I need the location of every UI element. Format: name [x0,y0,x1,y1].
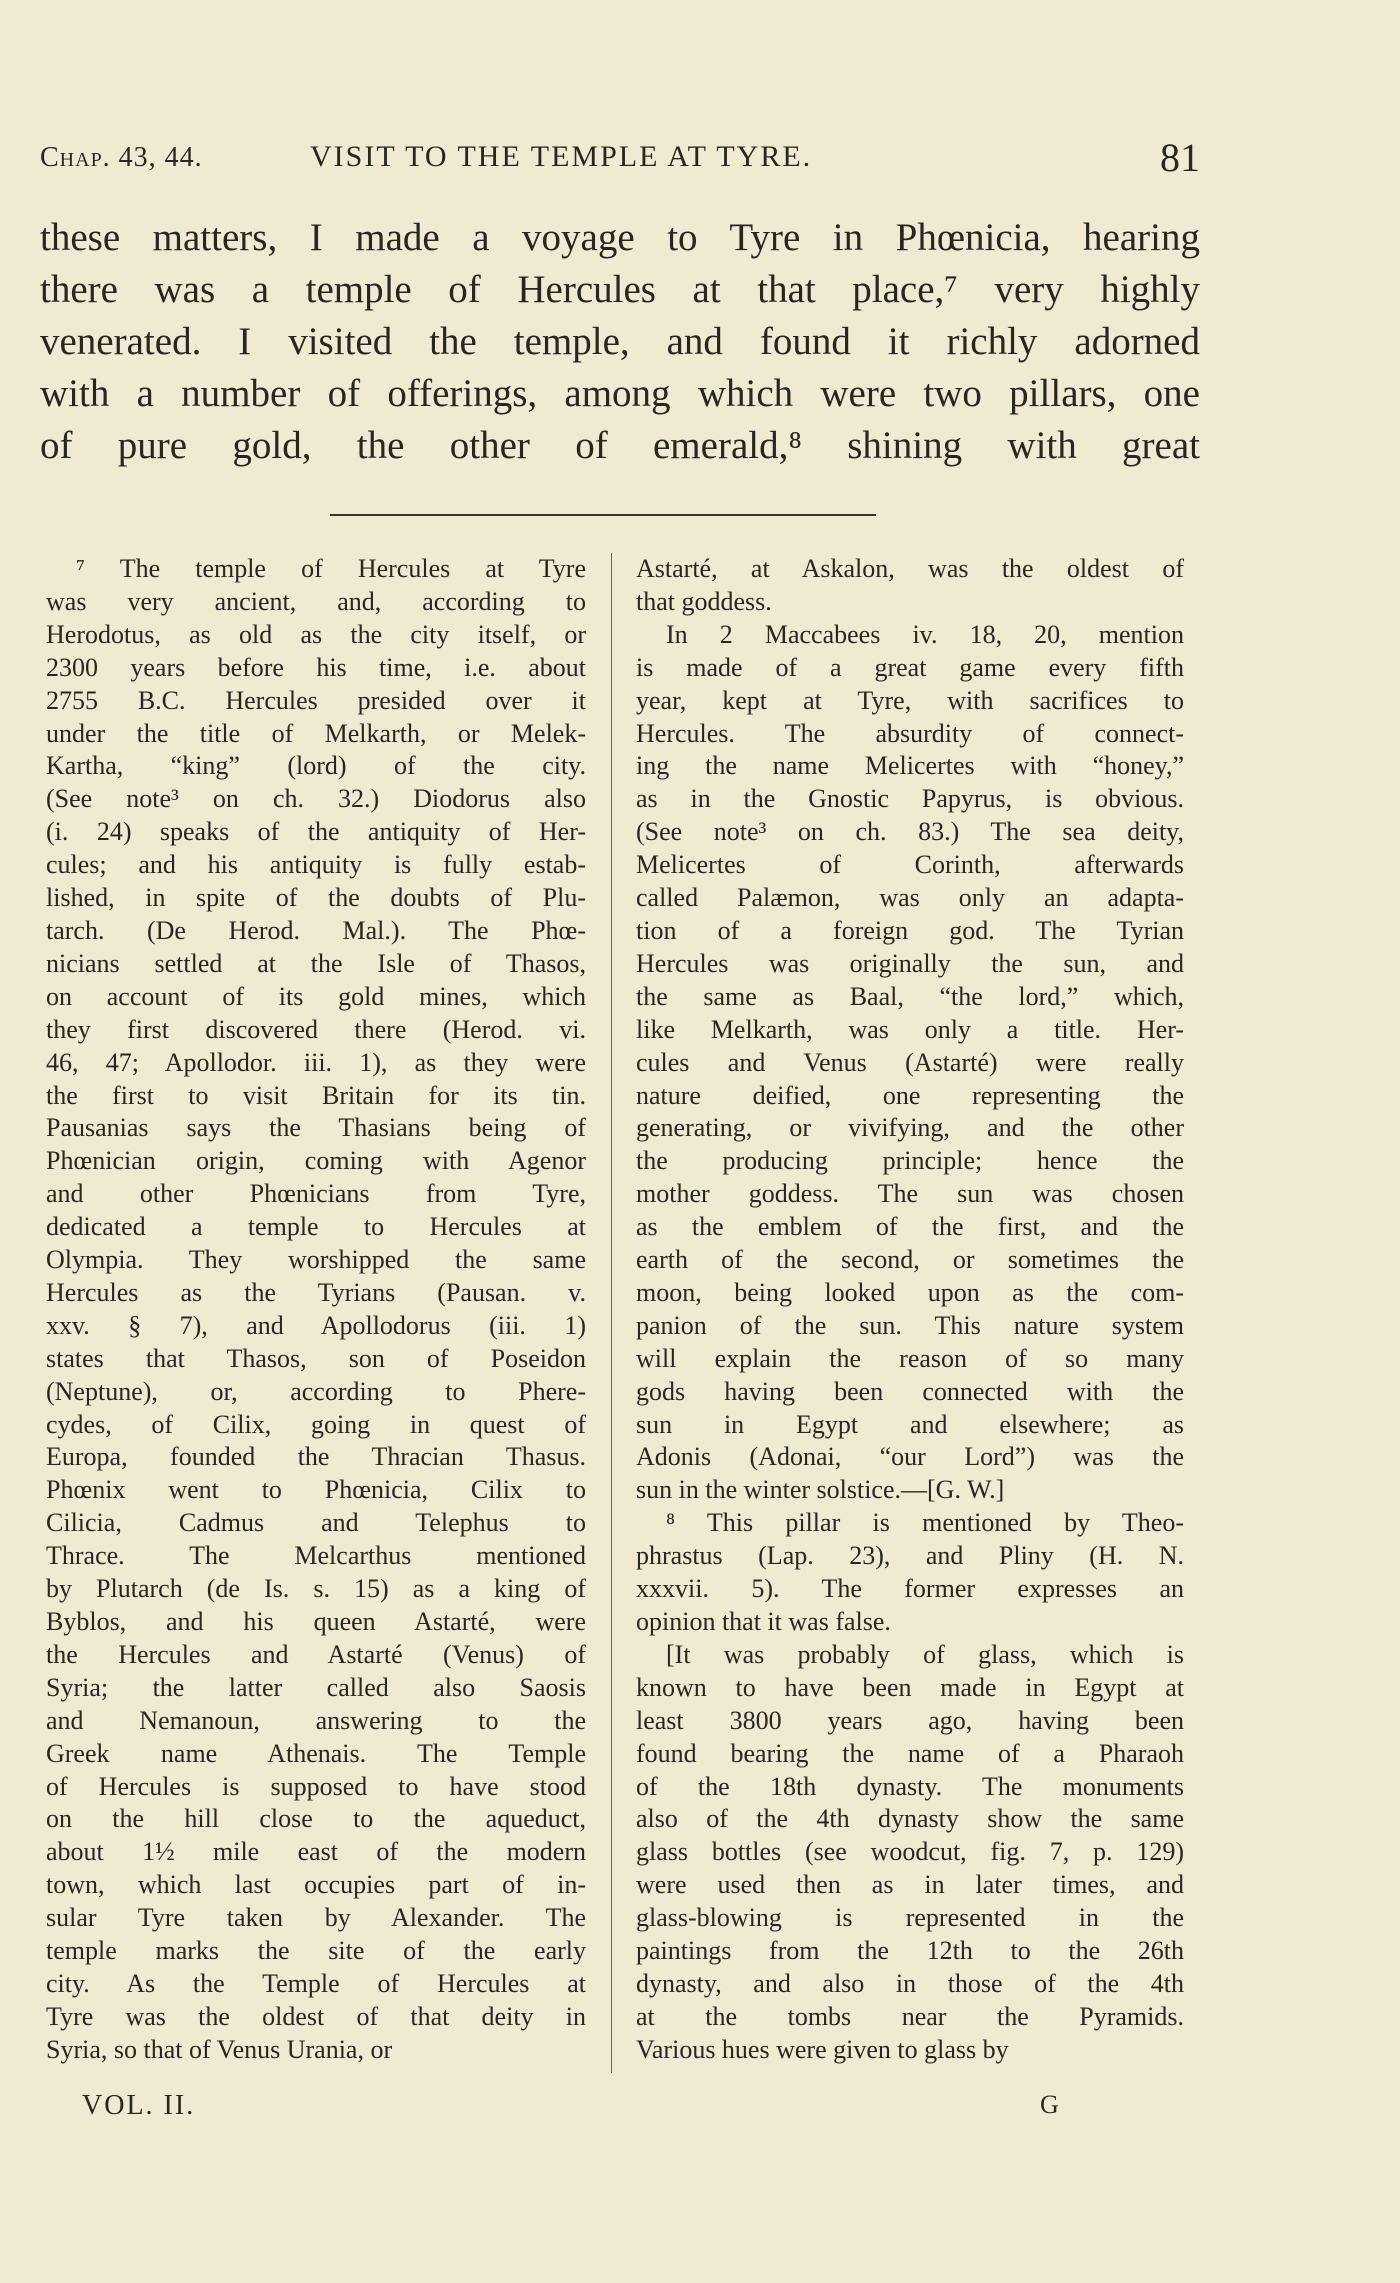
footnote-line: sun in the winter solstice.—[G. W.] [636,1475,1005,1505]
footnote-line: ⁸ This pillar is mentioned by Theo- [666,1508,1184,1538]
footnote-line: nicians settled at the Isle of Thasos, [46,948,586,978]
footnote-line: Cilicia, Cadmus and Telephus to [46,1508,586,1538]
footnote-line: (See note³ on ch. 83.) The sea deity, [636,817,1184,847]
footnote-line: (Neptune), or, according to Phere- [46,1376,586,1406]
running-title: VISIT TO THE TEMPLE AT TYRE. [310,140,813,173]
footnote-line: of Hercules is supposed to have stood [46,1771,586,1801]
main-text-line: there was a temple of Hercules at that place,⁷ very highly [40,268,1200,311]
footnote-line: xxxvii. 5). The former expresses an [636,1574,1184,1604]
footnote-line: was very ancient, and, according to [46,586,586,616]
footnote-line: city. As the Temple of Hercules at [46,1968,586,1998]
footnote-line: the same as Baal, “the lord,” which, [636,981,1184,1011]
footnote-line: also of the 4th dynasty show the same [636,1804,1184,1834]
footnote-line: Adonis (Adonai, “our Lord”) was the [636,1442,1184,1472]
footnote-line: lished, in spite of the doubts of Plu- [46,883,586,913]
footnote-line: Pausanias says the Thasians being of [46,1113,586,1143]
footnote-line: known to have been made in Egypt at [636,1672,1184,1702]
footnote-line: glass bottles (see woodcut, fig. 7, p. 129) [636,1837,1184,1867]
main-text [40,212,1200,472]
main-text-line: of pure gold, the other of emerald,⁸ shining with great [40,424,1200,467]
footnote-line: mother goddess. The sun was chosen [636,1179,1184,1209]
footnote-separator-rule [330,514,876,516]
main-text-line: venerated. I visited the temple, and found it richly adorned [40,320,1200,363]
running-head [40,135,1200,180]
footnote-line: xxv. § 7), and Apollodorus (iii. 1) [46,1310,586,1340]
footnote-line: under the title of Melkarth, or Melek- [46,718,586,748]
footnote-line: ⁷ The temple of Hercules at Tyre [76,554,586,583]
footnote-line: the first to visit Britain for its tin. [46,1080,586,1110]
footnote-line: Byblos, and his queen Astarté, were [46,1607,586,1636]
footnote-line: the producing principle; hence the [636,1146,1184,1176]
footnote-line: were used then as in later times, and [636,1870,1184,1900]
footnote-line: Greek name Athenais. The Temple [46,1738,586,1768]
footnote-line: called Palæmon, was only an adapta- [636,883,1184,913]
footnote-line: the Hercules and Astarté (Venus) of [46,1639,586,1669]
footnote-line: of the 18th dynasty. The monuments [636,1771,1184,1801]
footnote-line: Kartha, “king” (lord) of the city. [46,751,586,781]
footnote-line: cules and Venus (Astarté) were really [636,1047,1184,1077]
footnote-line: ing the name Melicertes with “honey,” [636,751,1184,781]
footnote-line: gods having been connected with the [636,1376,1184,1406]
footnote-line: sular Tyre taken by Alexander. The [46,1903,586,1933]
footnote-line: by Plutarch (de Is. s. 15) as a king of [46,1574,586,1604]
footnote-line: they first discovered there (Herod. vi. [46,1014,586,1044]
footnote-line: moon, being looked upon as the com- [636,1277,1184,1307]
footnote-column-right [636,553,1184,2067]
footnote-line: glass-blowing is represented in the [636,1903,1184,1933]
footnote-line: Hercules was originally the sun, and [636,948,1184,978]
footnote-line: on account of its gold mines, which [46,981,586,1011]
footnote-line: town, which last occupies part of in- [46,1870,586,1900]
footnote-line: tarch. (De Herod. Mal.). The Phœ- [46,915,586,945]
footnote-line: earth of the second, or sometimes the [636,1245,1184,1275]
footnote-line: In 2 Maccabees iv. 18, 20, mention [666,619,1184,649]
footnote-line: Thrace. The Melcarthus mentioned [46,1541,586,1571]
footnote-line: and Nemanoun, answering to the [46,1705,586,1735]
footnote-line: opinion that it was false. [636,1607,891,1636]
footnote-line: cules; and his antiquity is fully estab- [46,850,586,880]
footnote-line: dynasty, and also in those of the 4th [636,1968,1184,1998]
footnote-line: Phœnix went to Phœnicia, Cilix to [46,1475,586,1505]
footnote-line: Olympia. They worshipped the same [46,1245,586,1275]
footnote-line: Melicertes of Corinth, afterwards [636,850,1184,880]
footnote-line: least 3800 years ago, having been [636,1705,1184,1735]
footnote-line: Europa, founded the Thracian Thasus. [46,1442,586,1472]
footnote-line: found bearing the name of a Pharaoh [636,1738,1184,1768]
footnote-line: generating, or vivifying, and the other [636,1113,1184,1143]
footnote-line: dedicated a temple to Hercules at [46,1212,586,1242]
footnote-line: nature deified, one representing the [636,1080,1184,1110]
footnote-line: states that Thasos, son of Poseidon [46,1343,586,1373]
footnote-line: that goddess. [636,586,772,616]
footnote-line: like Melkarth, was only a title. Her- [636,1014,1184,1044]
footnote-line: Various hues were given to glass by [636,2034,1009,2064]
column-divider [611,553,612,2073]
footnote-line: as in the Gnostic Papyrus, is obvious. [636,784,1184,814]
footnote-line: Hercules. The absurdity of connect- [636,718,1184,748]
footnote-line: as the emblem of the first, and the [636,1212,1184,1242]
footnote-line: panion of the sun. This nature system [636,1310,1184,1340]
footnote-line: about 1½ mile east of the modern [46,1837,586,1867]
footnote-line: will explain the reason of so many [636,1343,1184,1373]
footnote-line: Herodotus, as old as the city itself, or [46,619,586,649]
chapter-reference: Chap. 43, 44. [40,142,203,173]
footnote-line: Tyre was the oldest of that deity in [46,2001,586,2031]
footnote-line: 46, 47; Apollodor. iii. 1), as they were [46,1047,586,1077]
footnote-line: sun in Egypt and elsewhere; as [636,1409,1184,1439]
volume-label: VOL. II. [82,2090,196,2121]
footnote-line: paintings from the 12th to the 26th [636,1936,1184,1966]
footnote-line: 2300 years before his time, i.e. about [46,652,586,682]
footnote-line: temple marks the site of the early [46,1936,586,1966]
page-number: 81 [1160,135,1200,180]
footnote-line: Syria, so that of Venus Urania, or [46,2034,393,2064]
footnote-line: Hercules as the Tyrians (Pausan. v. [46,1277,586,1307]
footnote-line: cydes, of Cilix, going in quest of [46,1409,586,1439]
signature-mark: G [1040,2090,1060,2119]
footnote-line: (i. 24) speaks of the antiquity of Her- [46,817,586,847]
footnote-line: 2755 B.C. Hercules presided over it [46,685,586,715]
footnote-line: [It was probably of glass, which is [666,1639,1184,1669]
footnote-line: and other Phœnicians from Tyre, [46,1179,586,1209]
footnote-line: (See note³ on ch. 32.) Diodorus also [46,784,586,814]
footnote-line: is made of a great game every fifth [636,652,1184,682]
footnote-line: phrastus (Lap. 23), and Pliny (H. N. [636,1541,1184,1571]
footnote-column-left [46,553,586,2067]
footnote-line: Phœnician origin, coming with Agenor [46,1146,586,1176]
main-text-line: these matters, I made a voyage to Tyre in Phœnicia, hearing [40,216,1200,259]
footnote-line: Astarté, at Askalon, was the oldest of [636,554,1184,583]
footnote-line: year, kept at Tyre, with sacrifices to [636,685,1184,715]
footnote-line: at the tombs near the Pyramids. [636,2001,1184,2031]
main-text-line: with a number of offerings, among which were two pillars, one [40,372,1200,415]
footnote-line: tion of a foreign god. The Tyrian [636,915,1184,945]
footnote-line: on the hill close to the aqueduct, [46,1804,586,1834]
footnote-line: Syria; the latter called also Saosis [46,1672,586,1702]
